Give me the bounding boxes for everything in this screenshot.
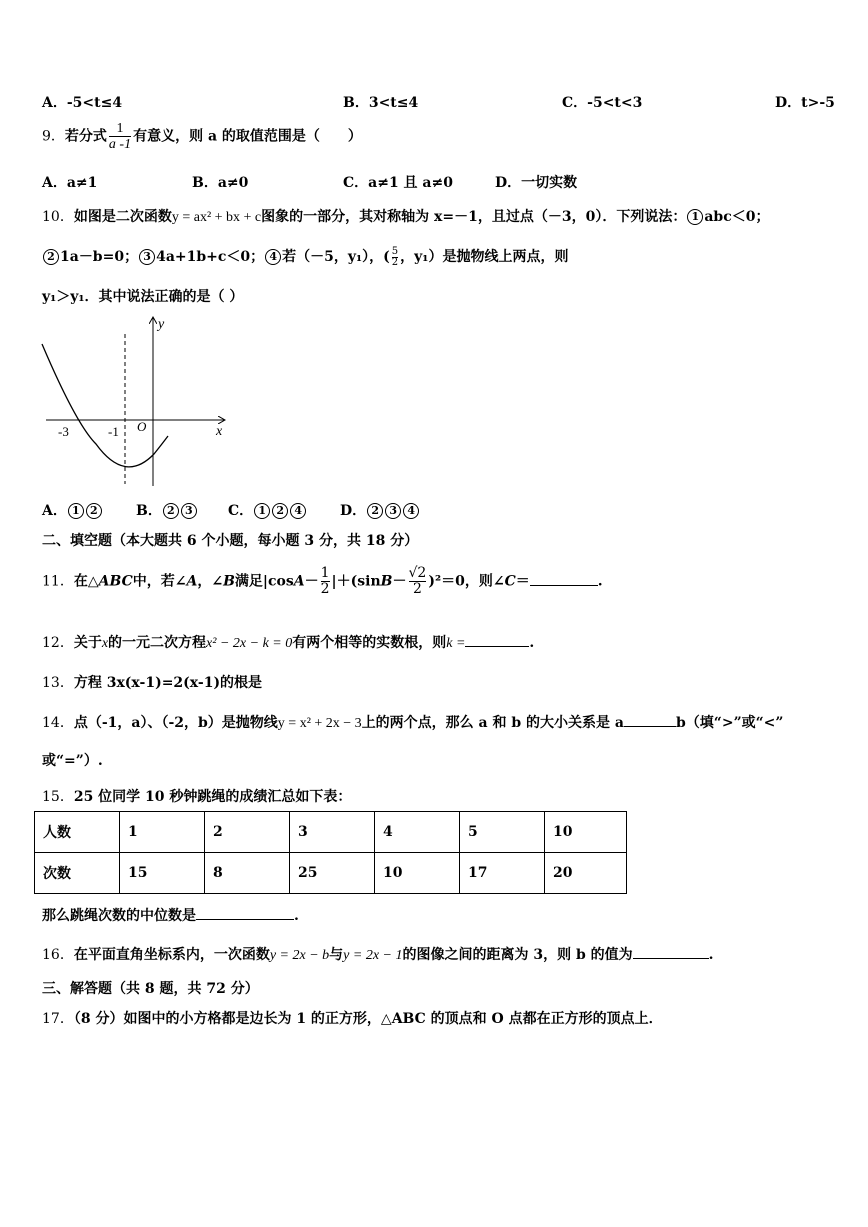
q10-statement-3: 4a+1b+c＜0； — [156, 249, 265, 265]
table-cell: 15 — [120, 853, 205, 894]
q16-end: . — [708, 947, 714, 963]
section3-heading: 三、解答题（共 8 题，共 72 分） — [42, 981, 259, 997]
circled-num: 2 — [86, 503, 102, 519]
q10-line3: y₁＞y₁．其中说法正确的是（ ） — [42, 289, 244, 305]
q8-option-c: C．-5<t<3 — [562, 95, 643, 111]
circled-num: 3 — [181, 503, 197, 519]
q11-mid3: 满足|cos — [234, 573, 294, 590]
q8-option-b: B．3<t≤4 — [343, 95, 419, 111]
table-cell: 4 — [375, 812, 460, 853]
q16-pre: 在平面直角坐标系内，一次函数 — [73, 947, 270, 963]
q11-mid5: )²＝0，则∠ — [428, 573, 505, 590]
option-letter: C． — [228, 503, 254, 519]
tick-label-neg3: -3 — [58, 424, 69, 439]
option-letter: B． — [136, 503, 162, 519]
q16-post: 的图像之间的距离为 3，则 b 的值为 — [402, 947, 633, 963]
q11-angle-c: C — [504, 573, 516, 590]
q15-text: 25 位同学 10 秒钟跳绳的成绩汇总如下表： — [73, 789, 352, 805]
q10-pre: 如图是二次函数 — [73, 209, 172, 225]
q10-frac-den: 2 — [391, 256, 399, 268]
q11-answer-blank[interactable] — [530, 585, 598, 586]
section2-heading: 二、填空题（本大题共 6 个小题，每小题 3 分，共 18 分） — [42, 533, 419, 549]
score-table — [34, 811, 627, 894]
q11-number: 11． — [42, 573, 74, 590]
q9-post: 有意义，则 a 的取值范围是（ ） — [133, 128, 362, 145]
q11-triangle: ABC — [98, 573, 133, 590]
q10-statement-4b: ，y₁）是抛物线上两点，则 — [400, 249, 569, 265]
q11-equals: ＝ — [515, 573, 530, 590]
q17-number: 17． — [42, 1011, 74, 1027]
q11-frac1-den: 2 — [320, 581, 330, 597]
q14-number: 14． — [42, 715, 74, 731]
q10-line2 — [42, 246, 568, 268]
q8-option-d: D．t>-5 — [775, 95, 835, 111]
circled-2: 2 — [43, 249, 59, 265]
q9-option-c: C．a≠1 且 a≠0 — [343, 175, 453, 191]
option-letter: A． — [42, 503, 67, 519]
circled-4: 4 — [265, 249, 281, 265]
circled-3: 3 — [139, 249, 155, 265]
table-cell: 25 — [290, 853, 375, 894]
q15-number: 15． — [42, 789, 74, 805]
q13-number: 13． — [42, 675, 74, 691]
q9-stem — [42, 121, 362, 152]
option-letter: D． — [340, 503, 367, 519]
table-row — [35, 812, 627, 853]
circled-num: 1 — [254, 503, 270, 519]
q14-equation: y = x² + 2x − 3 — [277, 716, 362, 731]
q11-fraction-2 — [409, 566, 427, 597]
table-cell: 8 — [205, 853, 290, 894]
q16-equation-1: y = 2x − b — [269, 948, 330, 963]
q11-angle-a2: A — [293, 573, 305, 590]
q10-statement-1: abc＜0； — [704, 209, 770, 225]
q10-fraction — [392, 247, 398, 268]
q17-text: （8 分）如图中的小方格都是边长为 1 的正方形，△ABC 的顶点和 O 点都在正方形的顶点上． — [73, 1011, 663, 1027]
q16-answer-blank[interactable] — [633, 958, 709, 959]
q16-equation-2: y = 2x − 1 — [343, 948, 403, 963]
q11-fraction-1 — [321, 566, 330, 597]
table-cell: 1 — [120, 812, 205, 853]
q9-pre: 若分式 — [64, 128, 107, 145]
q10-option-d — [340, 500, 420, 520]
q16-stem — [42, 944, 714, 964]
circled-num: 4 — [403, 503, 419, 519]
q9-fraction — [109, 121, 131, 152]
q10-line1 — [42, 206, 769, 226]
q15-after — [42, 905, 299, 925]
table-cell: 3 — [290, 812, 375, 853]
q11-frac2-den: 2 — [409, 581, 427, 597]
table-cell: 次数 — [35, 853, 120, 894]
table-cell: 5 — [460, 812, 545, 853]
q11-pre: 在△ — [73, 573, 99, 590]
q9-frac-den: a -1 — [108, 137, 132, 152]
q9-option-a: A．a≠1 — [42, 175, 98, 191]
tick-label-neg1: -1 — [108, 424, 119, 439]
q10-option-a — [42, 500, 103, 520]
q11-stem — [42, 566, 603, 597]
q10-mid: 图象的一部分，其对称轴为 x=－1，且过点（－3，0）．下列说法： — [261, 209, 687, 225]
q10-frac-num: 5 — [391, 245, 399, 257]
q12-mid: 的一元二次方程 — [108, 635, 207, 651]
q11-angle-b: B — [223, 573, 235, 590]
q14-pre: 点（-1，a）、（-2，b）是抛物线 — [73, 715, 278, 731]
q11-mid2: ，∠ — [197, 573, 224, 590]
q10-function: y = ax² + bx + c — [171, 210, 262, 225]
q11-minus2: － — [392, 573, 407, 590]
q11-frac1-num: 1 — [320, 565, 330, 581]
parabola-curve — [42, 344, 168, 467]
q15-stem — [42, 786, 351, 806]
circled-1: 1 — [687, 209, 703, 225]
table-cell: 2 — [205, 812, 290, 853]
q10-option-b — [136, 500, 198, 520]
circled-num: 2 — [163, 503, 179, 519]
q14-line2: 或“=”）. — [42, 753, 103, 769]
q12-number: 12． — [42, 635, 74, 651]
q15-end: . — [294, 908, 299, 924]
q11-end: . — [597, 573, 603, 590]
table-cell: 10 — [375, 853, 460, 894]
q14-answer-blank[interactable] — [624, 726, 676, 727]
q16-number: 16． — [42, 947, 74, 963]
q13-stem — [42, 672, 262, 692]
table-cell: 人数 — [35, 812, 120, 853]
q11-frac2-num: √2 — [408, 565, 427, 581]
q12-pre: 关于 — [73, 635, 102, 651]
q14-post: b（填“>”或“<” — [676, 715, 784, 731]
circled-num: 2 — [272, 503, 288, 519]
q15-answer-blank[interactable] — [196, 919, 294, 920]
q12-equation: x² − 2x − k = 0 — [206, 636, 293, 651]
q16-mid: 与 — [329, 947, 344, 963]
q12-var: x — [101, 636, 109, 651]
table-cell: 17 — [460, 853, 545, 894]
q12-end: . — [529, 635, 535, 651]
q11-angle-b2: B — [380, 573, 393, 590]
q15-after-text: 那么跳绳次数的中位数是 — [42, 908, 196, 924]
q10-option-c — [228, 500, 307, 520]
q10-number: 10． — [42, 209, 74, 225]
parabola-graph — [36, 314, 236, 494]
q12-answer-blank[interactable] — [465, 646, 529, 647]
q14-mid: 上的两个点，那么 a 和 b 的大小关系是 a — [361, 715, 624, 731]
circled-num: 2 — [367, 503, 383, 519]
x-axis-label: x — [216, 424, 223, 439]
q14-stem — [42, 712, 783, 732]
circled-num: 4 — [290, 503, 306, 519]
circled-num: 1 — [68, 503, 84, 519]
y-axis-label: y — [158, 317, 165, 332]
q9-frac-num: 1 — [116, 121, 124, 136]
q11-mid1: 中，若∠ — [132, 573, 187, 590]
q11-angle-a: A — [186, 573, 198, 590]
q10-statement-2: 1a－b=0； — [60, 249, 139, 265]
q11-minus: － — [304, 573, 319, 590]
q17-stem — [42, 1008, 663, 1028]
q10-statement-4a: 若（－5，y₁），( — [282, 249, 390, 265]
q9-option-d: D．一切实数 — [495, 175, 578, 191]
q9-number: 9． — [42, 128, 65, 145]
q12-mid2: 有两个相等的实数根，则 — [292, 635, 447, 651]
table-cell: 10 — [545, 812, 627, 853]
q13-text: 方程 3x(x-1)=2(x-1)的根是 — [73, 675, 263, 691]
table-row — [35, 853, 627, 894]
origin-label: O — [137, 419, 147, 434]
q9-option-b: B．a≠0 — [192, 175, 249, 191]
circled-num: 3 — [385, 503, 401, 519]
q8-option-a: A．-5<t≤4 — [42, 95, 123, 111]
table-cell: 20 — [545, 853, 627, 894]
q12-k: k = — [446, 636, 466, 651]
q12-stem — [42, 632, 534, 652]
q11-mid4: |＋(sin — [331, 573, 381, 590]
